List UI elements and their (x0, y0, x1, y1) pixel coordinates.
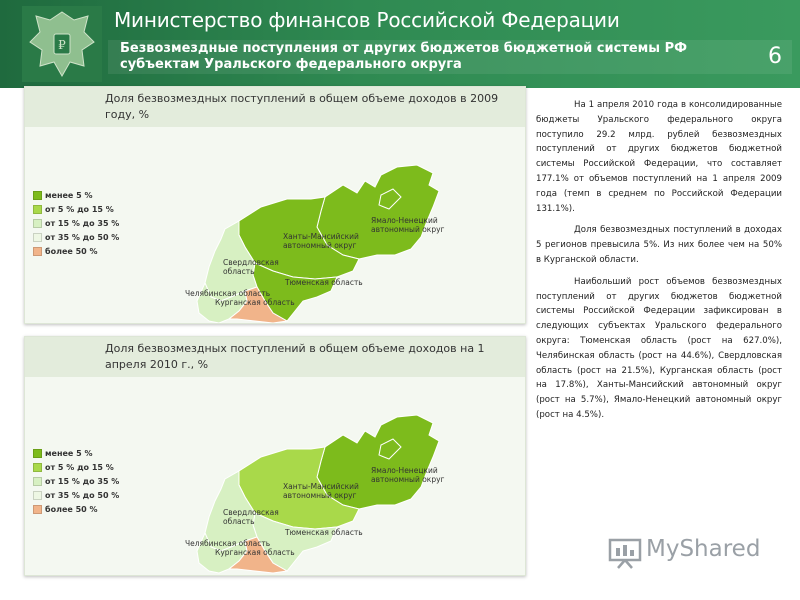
map-regions (185, 165, 445, 323)
region-label-yamal: Ямало-Ненецкий автономный округ (371, 466, 445, 484)
map-panel-2010 (24, 336, 526, 576)
legend-label: от 35 % до 50 % (45, 232, 120, 242)
watermark (608, 536, 778, 572)
legend-label: от 5 % до 15 % (45, 462, 114, 472)
paragraph-1: На 1 апреля 2010 года в консолидированные бюджеты Уральского федерального округа поступило 29.2 млрд. рублей безвозмездных поступлений от других бюджетов бюджетной системы Российской Федерации, что составляет 177.1% от объемов поступлений на 1 апреля 2009 года (темп в среднем по Российской Федерации 131.1%). (536, 100, 782, 214)
region-label-tyumen: Тюменская область (285, 278, 363, 287)
panel-title-2009: Доля безвозмездных поступлений в общем объеме доходов в 2009 году, % (105, 92, 499, 121)
region-label-hmao: Ханты-Мансийский автономный округ (283, 482, 359, 500)
paragraph-3: Наибольший рост объемов безвозмездных поступлений от других бюджетов бюджетной системы Российской Федерации зафиксирован в следующих субъектах Уральского федерального округа: Тюменская область (рост на 627.0%), Челябинская область (рост на 44.6%), Свердловская область (рост на 21.5%), Курганская область (рост на 17.8%), Ханты-Мансийский автономный округ (рост на 5.7%), Ямало-Ненецкий автономный округ (рост на 4.5%). (536, 276, 782, 420)
legend-label: от 15 % до 35 % (45, 476, 120, 486)
header-banner (0, 0, 800, 88)
ministry-title: Министерство финансов Российской Федерации (114, 8, 620, 32)
slide-title: Безвозмездные поступления от других бюджетов бюджетной системы РФ субъектам Уральского федерального округа (120, 41, 687, 72)
description-text (536, 98, 782, 430)
region-label-hmao: Ханты-Мансийский автономный округ (283, 232, 359, 250)
svg-text:₽: ₽ (58, 38, 66, 52)
legend-label: более 50 % (45, 504, 98, 514)
region-label-kurgan: Курганская область (215, 548, 295, 557)
legend-label: от 35 % до 50 % (45, 490, 120, 500)
region-label-sverdlovsk: Свердловская область (223, 258, 279, 276)
legend-label: более 50 % (45, 246, 98, 256)
map-panel-2009 (24, 86, 526, 324)
crest-icon (22, 6, 102, 82)
region-label-tyumen: Тюменская область (285, 528, 363, 537)
region-label-yamal: Ямало-Ненецкий автономный округ (371, 216, 445, 234)
legend-label: от 5 % до 15 % (45, 204, 114, 214)
legend-label: менее 5 % (45, 190, 93, 200)
map-regions (185, 415, 445, 573)
map-2009 (25, 87, 525, 323)
region-label-chelyabinsk: Челябинская область (185, 539, 271, 548)
paragraph-2: Доля безвозмездных поступлений в доходах 5 регионов превысила 5%. Из них более чем на 50% в Курганской области. (536, 225, 782, 265)
panel-title-2010: Доля безвозмездных поступлений в общем объеме доходов на 1 апреля 2010 г., % (105, 342, 485, 371)
legend-label: от 15 % до 35 % (45, 218, 120, 228)
region-label-chelyabinsk: Челябинская область (185, 289, 271, 298)
watermark-text: MyShared (646, 536, 761, 562)
legend-label: менее 5 % (45, 448, 93, 458)
page-number: 6 (768, 44, 782, 69)
region-label-kurgan: Курганская область (215, 298, 295, 307)
presentation-icon (608, 536, 642, 570)
region-label-sverdlovsk: Свердловская область (223, 508, 279, 526)
map-2010 (25, 337, 525, 575)
